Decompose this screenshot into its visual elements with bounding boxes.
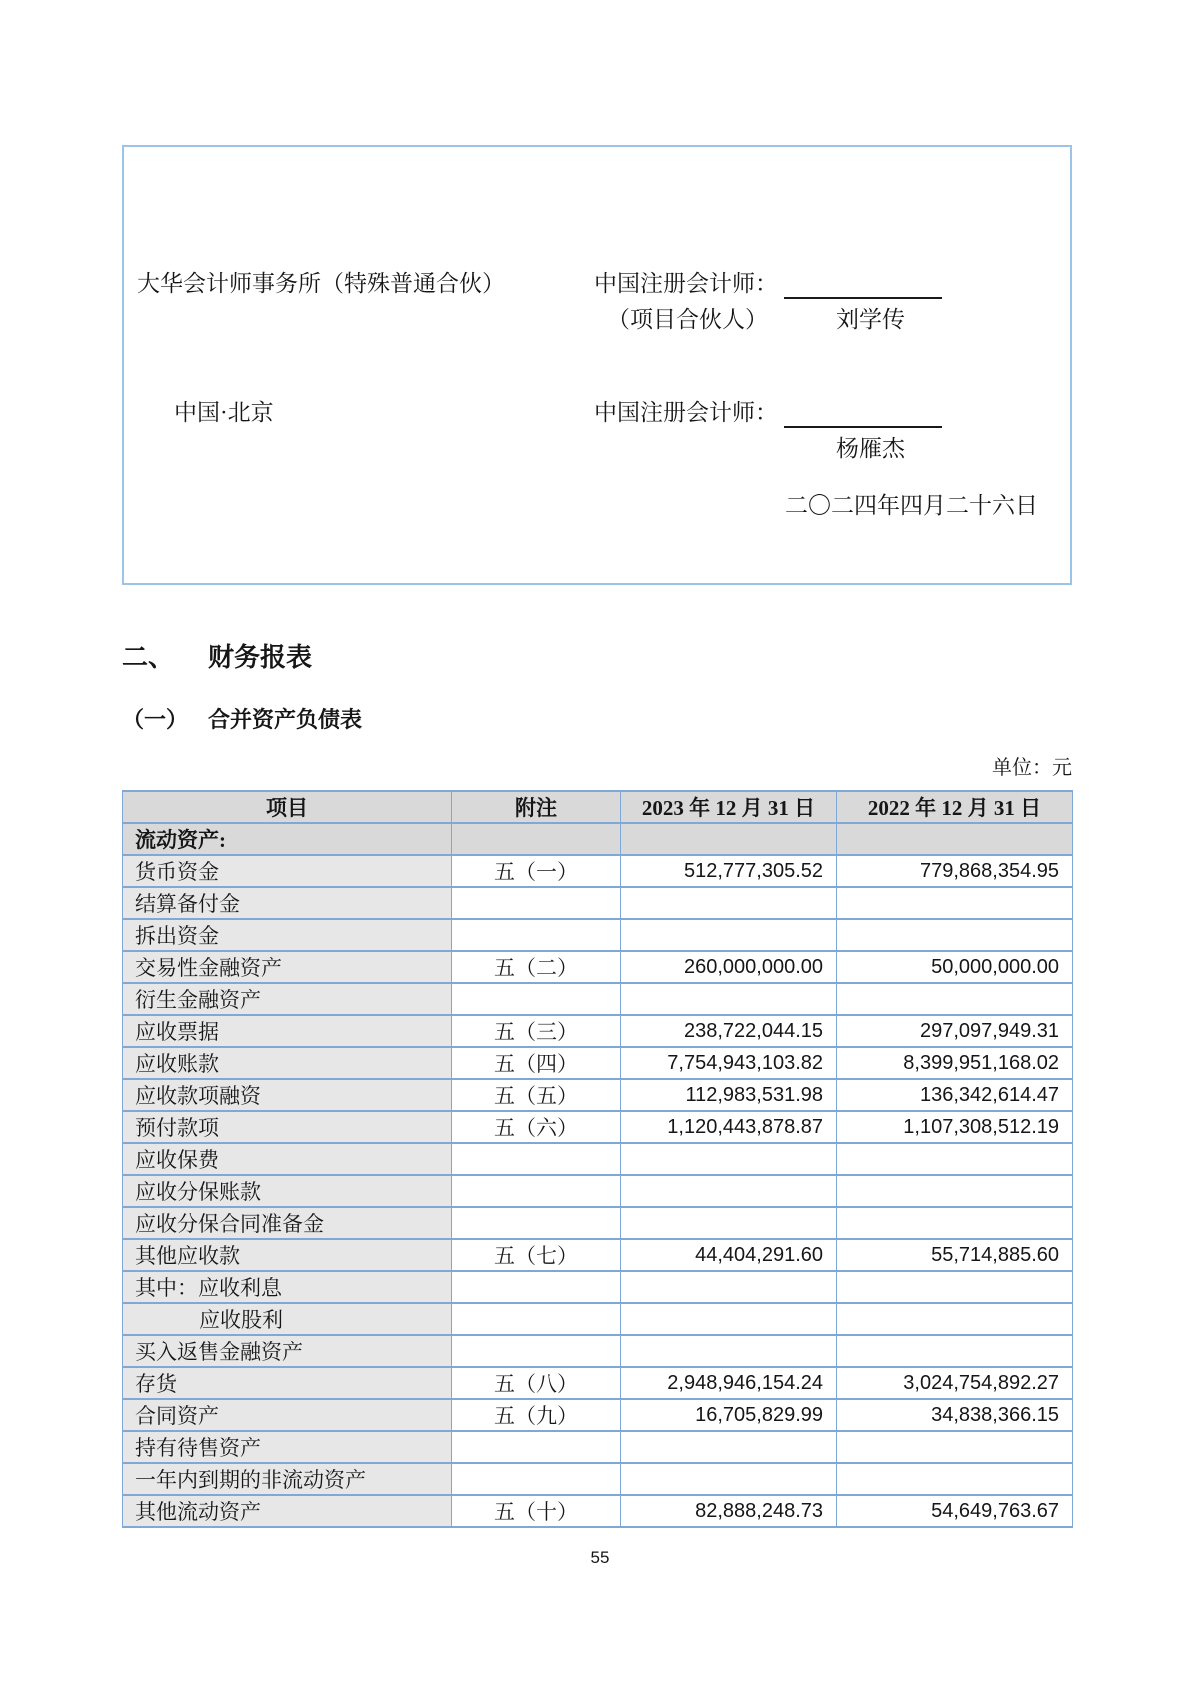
- balance-sheet-table: [122, 790, 1073, 1528]
- table-row: [123, 1239, 1073, 1271]
- table-row: [123, 1463, 1073, 1495]
- value-2022-cell: [837, 1303, 1073, 1335]
- table-row: [123, 951, 1073, 983]
- table-row: [123, 1399, 1073, 1431]
- signature-line-1: [784, 273, 942, 299]
- value-2022-cell: [837, 1143, 1073, 1175]
- section-number: 二、: [122, 643, 175, 672]
- subsection-heading: [122, 706, 362, 734]
- value-2022-cell: [837, 1271, 1073, 1303]
- location-text: 中国·北京: [174, 400, 274, 425]
- note-cell: [452, 1463, 621, 1495]
- value-2023-cell: [621, 919, 837, 951]
- value-2023-cell: 44,404,291.60: [621, 1239, 837, 1271]
- cpa-signature-row-1: [594, 269, 942, 299]
- cpa-label-2: 中国注册会计师：: [594, 400, 778, 425]
- value-2023-cell: 7,754,943,103.82: [621, 1047, 837, 1079]
- value-2022-cell: 54,649,763.67: [837, 1495, 1073, 1527]
- item-cell: 流动资产:: [123, 823, 452, 855]
- table-row: [123, 1303, 1073, 1335]
- value-2023-cell: 512,777,305.52: [621, 855, 837, 887]
- table-row: [123, 1079, 1073, 1111]
- value-2022-cell: [837, 823, 1073, 855]
- value-2022-cell: 34,838,366.15: [837, 1399, 1073, 1431]
- col-header-2022: 2022 年 12 月 31 日: [837, 791, 1073, 823]
- item-cell: 预付款项: [123, 1111, 452, 1143]
- note-cell: 五（一）: [452, 855, 621, 887]
- section-row: [123, 823, 1073, 855]
- value-2023-cell: [621, 1207, 837, 1239]
- value-2023-cell: [621, 1431, 837, 1463]
- note-cell: 五（九）: [452, 1399, 621, 1431]
- item-cell: 其他流动资产: [123, 1495, 452, 1527]
- col-header-item: 项目: [123, 791, 452, 823]
- signature-box: [122, 145, 1072, 585]
- note-cell: 五（三）: [452, 1015, 621, 1047]
- table-row: [123, 1335, 1073, 1367]
- col-header-note: 附注: [452, 791, 621, 823]
- item-cell: 应收款项融资: [123, 1079, 452, 1111]
- subsection-number: （一）: [122, 707, 189, 732]
- cpa-label-1: 中国注册会计师：: [594, 271, 778, 296]
- value-2023-cell: 2,948,946,154.24: [621, 1367, 837, 1399]
- table-row: [123, 919, 1073, 951]
- note-cell: 五（四）: [452, 1047, 621, 1079]
- item-cell: 合同资产: [123, 1399, 452, 1431]
- note-cell: [452, 1175, 621, 1207]
- firm-name: 大华会计师事务所（特殊普通合伙）: [137, 271, 505, 296]
- value-2022-cell: [837, 1175, 1073, 1207]
- item-cell: 货币资金: [123, 855, 452, 887]
- note-cell: 五（二）: [452, 951, 621, 983]
- value-2023-cell: [621, 1335, 837, 1367]
- item-cell: 持有待售资产: [123, 1431, 452, 1463]
- note-cell: [452, 1143, 621, 1175]
- item-cell: 买入返售金融资产: [123, 1335, 452, 1367]
- value-2022-cell: [837, 1207, 1073, 1239]
- item-cell: 应收保费: [123, 1143, 452, 1175]
- value-2023-cell: [621, 823, 837, 855]
- note-cell: 五（六）: [452, 1111, 621, 1143]
- note-cell: 五（七）: [452, 1239, 621, 1271]
- note-cell: [452, 1431, 621, 1463]
- table-row: [123, 983, 1073, 1015]
- value-2023-cell: [621, 1303, 837, 1335]
- table-row: [123, 1015, 1073, 1047]
- value-2023-cell: 16,705,829.99: [621, 1399, 837, 1431]
- subsection-title: 合并资产负债表: [208, 707, 363, 732]
- table-header-row: [123, 791, 1073, 823]
- note-cell: [452, 1271, 621, 1303]
- value-2022-cell: 3,024,754,892.27: [837, 1367, 1073, 1399]
- value-2022-cell: [837, 887, 1073, 919]
- section-heading: [122, 642, 312, 674]
- value-2023-cell: 260,000,000.00: [621, 951, 837, 983]
- section-title: 财务报表: [208, 643, 313, 672]
- item-cell: 其他应收款: [123, 1239, 452, 1271]
- value-2023-cell: 238,722,044.15: [621, 1015, 837, 1047]
- table-row: [123, 1431, 1073, 1463]
- note-cell: [452, 1335, 621, 1367]
- table-row: [123, 855, 1073, 887]
- partner-label: （项目合伙人）: [607, 307, 768, 332]
- note-cell: [452, 983, 621, 1015]
- value-2022-cell: 779,868,354.95: [837, 855, 1073, 887]
- value-2023-cell: 82,888,248.73: [621, 1495, 837, 1527]
- note-cell: 五（八）: [452, 1367, 621, 1399]
- signer-name-2: 杨雁杰: [836, 436, 905, 461]
- item-cell: 应收账款: [123, 1047, 452, 1079]
- table-row: [123, 1271, 1073, 1303]
- balance-sheet-body: [123, 823, 1073, 1527]
- table-row: [123, 1143, 1073, 1175]
- value-2022-cell: [837, 983, 1073, 1015]
- value-2022-cell: [837, 1463, 1073, 1495]
- value-2022-cell: 55,714,885.60: [837, 1239, 1073, 1271]
- table-row: [123, 1175, 1073, 1207]
- item-cell: 交易性金融资产: [123, 951, 452, 983]
- value-2023-cell: [621, 983, 837, 1015]
- note-cell: [452, 919, 621, 951]
- signature-line-2: [784, 402, 942, 428]
- value-2023-cell: 112,983,531.98: [621, 1079, 837, 1111]
- note-cell: 五（十）: [452, 1495, 621, 1527]
- cpa-signature-row-2: [594, 398, 942, 428]
- table-row: [123, 1207, 1073, 1239]
- value-2023-cell: [621, 887, 837, 919]
- item-cell: 其中：应收利息: [123, 1271, 452, 1303]
- item-cell: 一年内到期的非流动资产: [123, 1463, 452, 1495]
- value-2023-cell: [621, 1143, 837, 1175]
- value-2023-cell: 1,120,443,878.87: [621, 1111, 837, 1143]
- value-2023-cell: [621, 1463, 837, 1495]
- value-2022-cell: [837, 1431, 1073, 1463]
- col-header-2023: 2023 年 12 月 31 日: [621, 791, 837, 823]
- table-row: [123, 1047, 1073, 1079]
- item-cell: 拆出资金: [123, 919, 452, 951]
- value-2023-cell: [621, 1271, 837, 1303]
- note-cell: 五（五）: [452, 1079, 621, 1111]
- report-date: 二〇二四年四月二十六日: [785, 493, 1038, 518]
- value-2022-cell: [837, 919, 1073, 951]
- value-2023-cell: [621, 1175, 837, 1207]
- note-cell: [452, 823, 621, 855]
- item-cell: 应收票据: [123, 1015, 452, 1047]
- value-2022-cell: 297,097,949.31: [837, 1015, 1073, 1047]
- item-cell: 应收股利: [123, 1303, 452, 1335]
- item-cell: 应收分保合同准备金: [123, 1207, 452, 1239]
- table-row: [123, 1367, 1073, 1399]
- table-row: [123, 1495, 1073, 1527]
- note-cell: [452, 1303, 621, 1335]
- signer-name-1: 刘学传: [836, 307, 905, 332]
- item-cell: 应收分保账款: [123, 1175, 452, 1207]
- unit-label: 单位：元: [992, 757, 1072, 779]
- note-cell: [452, 887, 621, 919]
- item-cell: 结算备付金: [123, 887, 452, 919]
- value-2022-cell: 136,342,614.47: [837, 1079, 1073, 1111]
- value-2022-cell: 8,399,951,168.02: [837, 1047, 1073, 1079]
- value-2022-cell: [837, 1335, 1073, 1367]
- item-cell: 存货: [123, 1367, 452, 1399]
- value-2022-cell: 50,000,000.00: [837, 951, 1073, 983]
- value-2022-cell: 1,107,308,512.19: [837, 1111, 1073, 1143]
- note-cell: [452, 1207, 621, 1239]
- item-cell: 衍生金融资产: [123, 983, 452, 1015]
- table-row: [123, 887, 1073, 919]
- table-row: [123, 1111, 1073, 1143]
- page-number: 55: [590, 1548, 610, 1567]
